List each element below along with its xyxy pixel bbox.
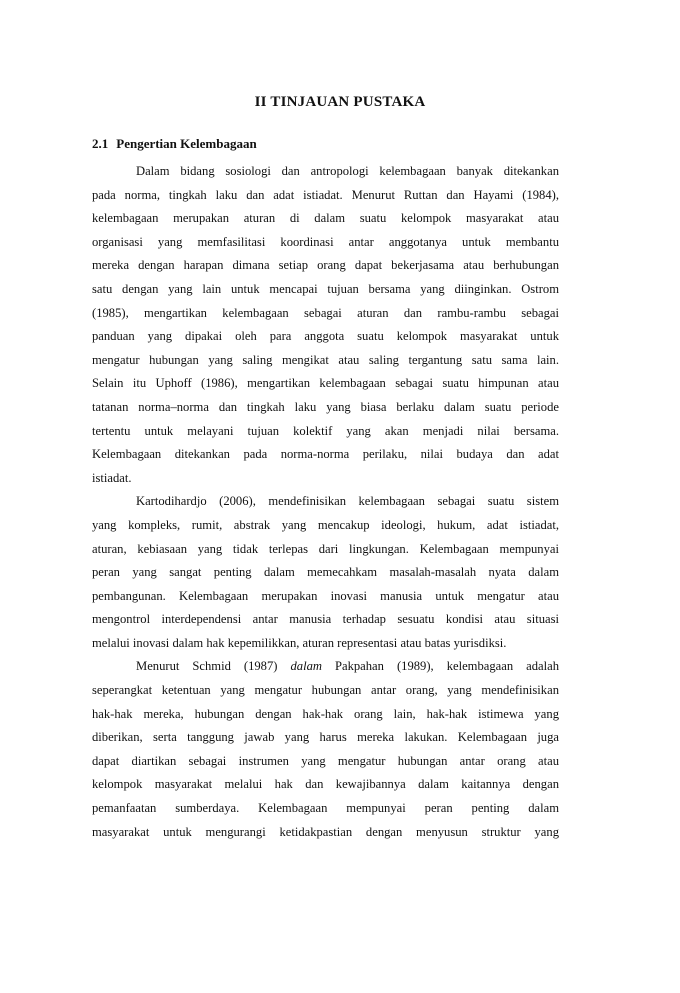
- line-text-after: Pakpahan (1989), kelembagaan adalah: [321, 659, 560, 674]
- paragraph-2-line: yang kompleks, rumit, abstrak yang mencakup ideologi, hukum, adat istiadat,: [92, 517, 559, 532]
- paragraph-2-line: mengontrol interdependensi antar manusia terhadap sesuatu kondisi atau situasi: [92, 612, 559, 627]
- paragraph-3-line: kelompok masyarakat melalui hak dan kewajibannya dalam kaitannya dengan: [92, 777, 559, 792]
- paragraph-2-line: melalui inovasi dalam hak kepemilikkan, aturan representasi atau batas yurisdiksi.: [92, 635, 507, 650]
- paragraph-1-line: istiadat.: [92, 470, 132, 485]
- paragraph-3-line: masyarakat untuk mengurangi ketidakpastian dengan menyusun struktur yang: [92, 824, 559, 839]
- paragraph-3-line: dapat diartikan sebagai instrumen yang mengatur hubungan antar orang atau: [92, 753, 559, 768]
- paragraph-2-line: peran yang sangat penting dalam memecahkam masalah-masalah nyata dalam: [92, 565, 559, 580]
- paragraph-2-line: aturan, kebiasaan yang tidak terlepas dari lingkungan. Kelembagaan mempunyai: [92, 541, 559, 556]
- paragraph-1-line: tertentu untuk melayani tujuan kolektif yang akan menjadi nilai bersama.: [92, 423, 559, 438]
- paragraph-1-line: kelembagaan merupakan aturan di dalam suatu kelompok masyarakat atau: [92, 211, 559, 226]
- paragraph-3-line: diberikan, serta tanggung jawab yang harus mereka lakukan. Kelembagaan juga: [92, 730, 559, 745]
- paragraph-1-line: Kelembagaan ditekankan pada norma-norma perilaku, nilai budaya dan adat: [92, 447, 559, 462]
- paragraph-1-line: tatanan norma–norma dan tingkah laku yang biasa berlaku dalam suatu periode: [92, 399, 559, 414]
- paragraph-1-line: (1985), mengartikan kelembagaan sebagai aturan dan rambu-rambu sebagai: [92, 305, 559, 320]
- paragraph-1-line: Selain itu Uphoff (1986), mengartikan kelembagaan sebagai suatu himpunan atau: [92, 376, 559, 391]
- italic-word: dalam: [290, 659, 322, 674]
- body-text: [92, 160, 559, 844]
- paragraph-1-line: satu dengan yang lain untuk mencapai tujuan bersama yang diinginkan. Ostrom: [92, 281, 559, 296]
- paragraph-3-line: seperangkat ketentuan yang mengatur hubungan antar orang, yang mendefinisikan: [92, 683, 559, 698]
- paragraph-2-line: Kartodihardjo (2006), mendefinisikan kelembagaan sebagai suatu sistem: [136, 494, 559, 509]
- section-title: Pengertian Kelembagaan: [116, 136, 257, 151]
- paragraph-3-line: hak-hak mereka, hubungan dengan hak-hak orang lain, hak-hak istimewa yang: [92, 706, 559, 721]
- paragraph-3-line: [92, 655, 559, 679]
- paragraph-2-line: pembangunan. Kelembagaan merupakan inovasi manusia untuk mengatur atau: [92, 588, 559, 603]
- paragraph-1-line: mereka dengan harapan dimana setiap orang dapat bekerjasama atau berhubungan: [92, 258, 559, 273]
- paragraph-1-line: Dalam bidang sosiologi dan antropologi kelembagaan banyak ditekankan: [136, 164, 559, 178]
- paragraph-3-line: pemanfaatan sumberdaya. Kelembagaan mempunyai peran penting dalam: [92, 801, 559, 816]
- paragraph-1-line: panduan yang dipakai oleh para anggota suatu kelompok masyarakat untuk: [92, 329, 559, 344]
- paragraph-1-line: pada norma, tingkah laku dan adat istiadat. Menurut Ruttan dan Hayami (1984),: [92, 187, 559, 202]
- chapter-title: II TINJAUAN PUSTAKA: [254, 94, 426, 110]
- section-heading: [92, 136, 257, 152]
- paragraph-1-line: organisasi yang memfasilitasi koordinasi antar anggotanya untuk membantu: [92, 234, 559, 249]
- section-number: 2.1: [92, 136, 109, 151]
- paragraph-1-line: mengatur hubungan yang saling mengikat atau saling tergantung satu sama lain.: [92, 352, 559, 367]
- line-text-before: Menurut Schmid (1987): [136, 659, 291, 674]
